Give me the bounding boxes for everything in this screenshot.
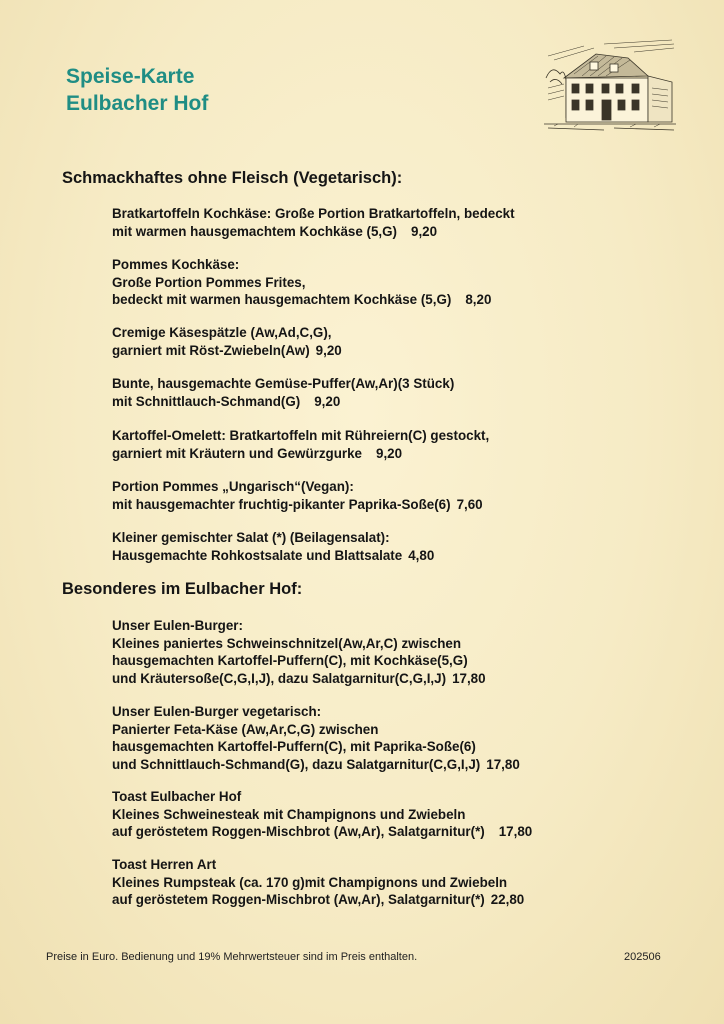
- item-description: Große Portion Pommes Frites,: [112, 274, 306, 290]
- item-name: Kartoffel-Omelett:: [112, 428, 226, 443]
- item-name: Unser Eulen-Burger:: [112, 618, 243, 633]
- item-name: Toast Eulbacher Hof: [112, 789, 242, 804]
- item-description: mit hausgemachter fruchtig-pikanter Paprika-Soße(6): [112, 496, 451, 512]
- menu-item: [112, 256, 672, 309]
- item-description: garniert mit Röst-Zwiebeln(Aw): [112, 342, 310, 358]
- title-line-menu: Speise-Karte: [66, 65, 195, 88]
- item-description: mit warmen hausgemachtem Kochkäse (5,G): [112, 223, 398, 239]
- item-name: Pommes Kochkäse:: [112, 257, 240, 272]
- item-allergens: (Aw,Ar)(3 Stück): [350, 376, 455, 391]
- item-description: und Kräutersoße(C,G,I,J), dazu Salatgarnitur(C,G,I,J): [112, 670, 447, 686]
- item-description: und Schnittlauch-Schmand(G), dazu Salatgarnitur(C,G,I,J): [112, 756, 481, 772]
- footer-code: 202506: [624, 951, 661, 963]
- item-name: Toast Herren Art: [112, 857, 217, 872]
- menu-item: [112, 703, 672, 773]
- item-description: Kleines Schweinesteak mit Champignons und Zwiebeln: [112, 806, 466, 822]
- item-price: 17,80: [498, 824, 533, 839]
- menu-item: [112, 529, 672, 564]
- item-price: 7,60: [456, 496, 483, 512]
- item-description: Große Portion Bratkartoffeln, bedeckt: [271, 206, 515, 221]
- item-price: 22,80: [490, 892, 525, 907]
- section-heading-specials: Besonderes im Eulbacher Hof:: [62, 580, 303, 598]
- item-allergens: (Aw,Ad,C,G),: [246, 325, 332, 340]
- item-description: Kleines Rumpsteak (ca. 170 g)mit Champignons und Zwiebeln: [112, 874, 508, 890]
- item-description: hausgemachten Kartoffel-Puffern(C), mit Kochkäse(5,G): [112, 653, 468, 668]
- menu-item: [112, 478, 672, 513]
- menu-title: [66, 63, 208, 117]
- item-name: Portion Pommes „Ungarisch“(Vegan):: [112, 479, 354, 494]
- menu-item: [112, 205, 672, 240]
- menu-item: [112, 856, 672, 909]
- item-name: Bratkartoffeln Kochkäse:: [112, 206, 272, 221]
- item-description: Panierter Feta-Käse (Aw,Ar,C,G) zwischen: [112, 721, 379, 737]
- item-price: 17,80: [486, 756, 520, 772]
- item-price: 9,20: [314, 393, 341, 409]
- item-description: Bratkartoffeln mit Rühreiern(C) gestockt,: [225, 428, 490, 443]
- item-description: Kleines paniertes Schweinschnitzel(Aw,Ar,C) zwischen: [112, 635, 461, 651]
- item-name: Kleiner gemischter Salat: [112, 530, 269, 545]
- menu-item: [112, 788, 672, 841]
- item-name: Unser Eulen-Burger vegetarisch:: [112, 704, 322, 719]
- item-description: mit Schnittlauch-Schmand(G): [112, 393, 301, 409]
- item-name: Cremige Käsespätzle: [112, 325, 247, 340]
- menu-item: [112, 375, 672, 410]
- title-line-restaurant: Eulbacher Hof: [66, 92, 209, 115]
- menu-item: [112, 324, 672, 359]
- menu-item: [112, 617, 672, 687]
- menu-item: [112, 427, 672, 462]
- item-description: garniert mit Kräutern und Gewürzgurke: [112, 445, 362, 461]
- item-description: (*) (Beilagensalat):: [268, 530, 390, 545]
- footer-note: Preise in Euro. Bedienung und 19% Mehrwertsteuer sind im Preis enthalten.: [46, 951, 418, 963]
- section-heading-vegetarian: Schmackhaftes ohne Fleisch (Vegetarisch):: [62, 169, 403, 187]
- item-price: 4,80: [408, 547, 435, 563]
- item-description: auf geröstetem Roggen-Mischbrot (Aw,Ar), Salatgarnitur(*): [112, 824, 485, 839]
- item-price: 8,20: [465, 292, 492, 307]
- item-name: Bunte, hausgemachte Gemüse-Puffer: [112, 376, 351, 391]
- item-price: 9,20: [376, 445, 403, 461]
- item-price: 17,80: [452, 670, 486, 686]
- item-description: auf geröstetem Roggen-Mischbrot (Aw,Ar), Salatgarnitur(*): [112, 892, 485, 907]
- item-price: 9,20: [315, 342, 342, 358]
- item-description: bedeckt mit warmen hausgemachtem Kochkäse (5,G): [112, 292, 452, 307]
- inn-building-sketch-icon: [544, 38, 676, 134]
- item-description: Hausgemachte Rohkostsalate und Blattsalate: [112, 547, 403, 563]
- item-description: hausgemachten Kartoffel-Puffern(C), mit Paprika-Soße(6): [112, 739, 476, 754]
- item-price: 9,20: [411, 223, 438, 239]
